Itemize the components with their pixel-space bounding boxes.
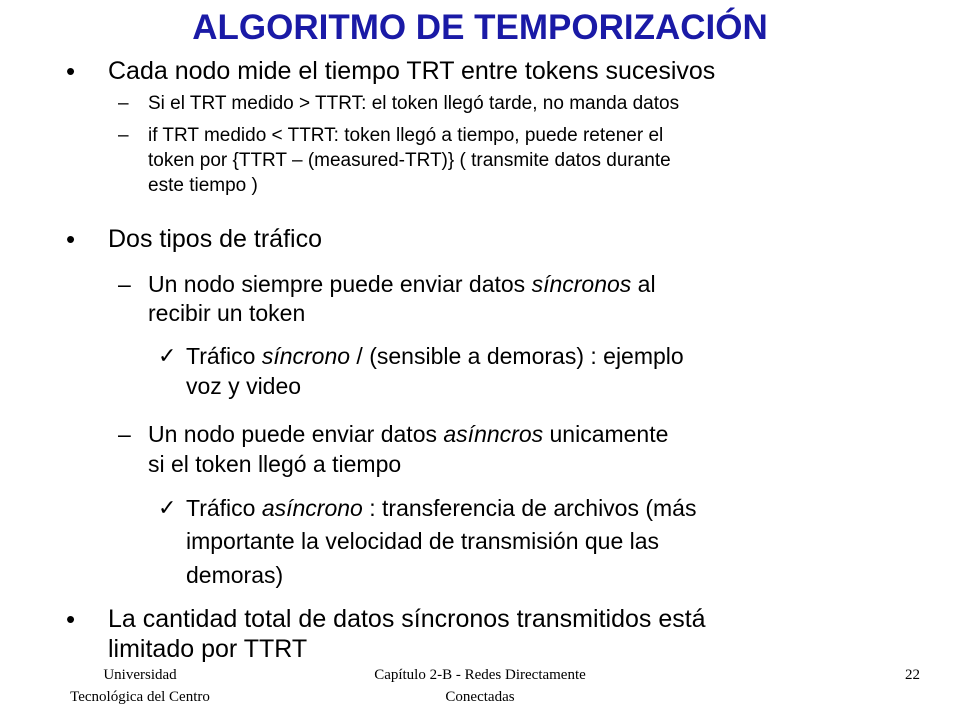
italic-term: asínncros [443,421,544,447]
italic-term: síncrono [261,343,351,369]
bullet-text: Dos tipos de tráfico [108,225,322,253]
sub-bullet-text: recibir un token [148,300,306,326]
text-segment: Un nodo puede enviar datos [148,421,444,447]
slide-title: ALGORITMO DE TEMPORIZACIÓN [192,8,768,47]
sub-bullet-text: if TRT medido < TTRT: token llegó a tiempo, puede retener el [148,125,664,146]
sub-bullet-text [148,420,668,448]
bullet-text: limitado por TTRT [108,635,308,663]
italic-term: asíncrono [261,495,363,521]
bullet-text: La cantidad total de datos síncronos transmitidos está [108,605,706,633]
check-item-text [186,494,696,522]
sub-bullet-text: si el token llegó a tiempo [148,451,402,477]
checkmark-icon: ✓ [158,495,177,520]
check-item-text: voz y video [186,373,302,399]
dash-marker: – [118,93,129,114]
footer-chapter [320,664,640,708]
footer-institution [40,664,240,708]
bullet-marker: • [66,56,76,86]
text-segment: unicamente [543,421,669,447]
check-item-text: importante la velocidad de transmisión que las [186,528,660,554]
italic-term: síncronos [531,271,632,297]
text-segment: Tráfico [186,495,262,521]
bullet-marker: • [66,224,76,254]
dash-marker: – [118,421,131,447]
footer-text: Universidad [103,667,177,683]
sub-bullet-text: Si el TRT medido > TTRT: el token llegó tarde, no manda datos [148,93,680,114]
bullet-marker: • [66,604,76,634]
dash-marker: – [118,271,131,297]
bullet-text: Cada nodo mide el tiempo TRT entre tokens sucesivos [108,57,716,85]
check-item-text: demoras) [186,562,284,588]
text-segment: Un nodo siempre puede enviar datos [148,271,532,297]
sub-bullet-text [148,270,656,298]
dash-marker: – [118,125,129,146]
text-segment: / (sensible a demoras) : ejemplo [350,343,684,369]
checkmark-icon: ✓ [158,343,177,368]
footer-text: Conectadas [445,689,515,705]
page-number: 22 [905,667,920,683]
text-segment: al [631,271,656,297]
check-item-text [186,342,684,370]
text-segment: Tráfico [186,343,262,369]
footer-text: Capítulo 2-B - Redes Directamente [374,667,586,683]
sub-bullet-text: este tiempo ) [148,175,258,196]
text-segment: : transferencia de archivos (más [362,495,697,521]
sub-bullet-text: token por {TTRT – (measured-TRT)} ( transmite datos durante [148,150,671,171]
footer-text: Tecnológica del Centro [70,689,210,705]
